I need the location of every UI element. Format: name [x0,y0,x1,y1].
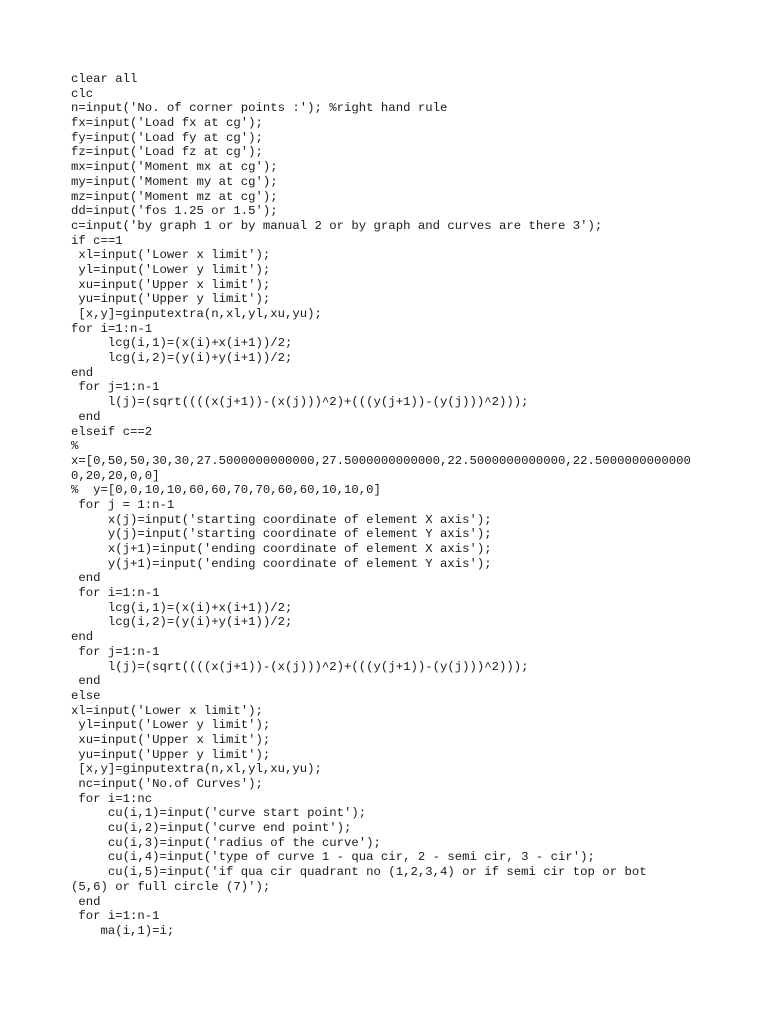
code-line: end [71,630,94,645]
code-line: nc=input('No.of Curves'); [71,777,263,791]
code-line: fx=input('Load fx at cg'); [71,116,263,131]
code-line: x(j)=input('starting coordinate of element X axis'); [71,512,492,527]
code-line: clc [71,86,94,101]
code-line: cu(i,4)=input('type of curve 1 - qua cir, 2 - semi cir, 3 - cir'); [71,850,595,865]
code-line: c=input('by graph 1 or by manual 2 or by graph and curves are there 3'); [71,218,603,233]
code-line: y(j+1)=input('ending coordinate of element Y axis'); [71,556,492,571]
code-listing [71,72,761,939]
code-line: lcg(i,1)=(x(i)+x(i+1))/2; [71,336,293,351]
code-line: dd=input('fos 1.25 or 1.5'); [71,204,278,219]
code-line: for i=1:n-1 [71,909,160,924]
code-line: cu(i,1)=input('curve start point'); [71,806,367,821]
code-line: cu(i,5)=input('if qua cir quadrant no (1,2,3,4) or if semi cir top or bot [71,865,647,880]
code-line: % y=[0,0,10,10,60,60,70,70,60,60,10,10,0] [71,483,381,498]
code-line: else [71,688,101,703]
code-line: end [71,365,94,380]
code-line: % [71,439,79,454]
code-line: cu(i,3)=input('radius of the curve'); [71,835,381,850]
code-line: for j = 1:n-1 [71,497,175,512]
code-line: x(j+1)=input('ending coordinate of element X axis'); [71,542,492,556]
code-line: yl=input('Lower y limit'); [71,718,271,733]
code-line: l(j)=(sqrt((((x(j+1))-(x(j)))^2)+(((y(j+1))-(y(j)))^2))); [71,395,529,410]
code-line: [x,y]=ginputextra(n,xl,yl,xu,yu); [71,307,322,321]
code-line: y(j)=input('starting coordinate of element Y axis'); [71,527,492,542]
code-line: fz=input('Load fz at cg'); [71,145,263,160]
code-line: (5,6) or full circle (7)'); [71,879,271,894]
code-line: if c==1 [71,233,123,248]
code-line: [x,y]=ginputextra(n,xl,yl,xu,yu); [71,762,322,777]
code-line: for j=1:n-1 [71,380,160,395]
code-line: end [71,409,101,424]
code-line: for i=1:nc [71,791,153,806]
code-line: xl=input('Lower x limit'); [71,703,263,718]
code-line: lcg(i,2)=(y(i)+y(i+1))/2; [71,615,293,630]
code-line: end [71,571,101,586]
code-line: my=input('Moment my at cg'); [71,174,278,189]
code-line: end [71,894,101,909]
code-line: fy=input('Load fy at cg'); [71,130,263,145]
code-line: yu=input('Upper y limit'); [71,747,271,762]
code-line: end [71,674,101,689]
code-line: mz=input('Moment mz at cg'); [71,189,278,204]
code-line: elseif c==2 [71,424,153,439]
code-line: ma(i,1)=i; [71,923,175,938]
code-line: cu(i,2)=input('curve end point'); [71,821,352,836]
code-line: x=[0,50,50,30,30,27.5000000000000,27.5000000000000,22.5000000000000,22.5000000000000 [71,453,691,468]
code-line: mx=input('Moment mx at cg'); [71,160,278,175]
code-line: l(j)=(sqrt((((x(j+1))-(x(j)))^2)+(((y(j+1))-(y(j)))^2))); [71,659,529,674]
code-line: lcg(i,2)=(y(i)+y(i+1))/2; [71,351,293,366]
code-line: yu=input('Upper y limit'); [71,292,271,307]
code-line: 0,20,20,0,0] [71,468,160,483]
code-line: xu=input('Upper x limit'); [71,277,271,292]
code-line: xu=input('Upper x limit'); [71,732,271,747]
code-line: for i=1:n-1 [71,321,153,336]
code-line: clear all [71,72,138,86]
code-line: for j=1:n-1 [71,644,160,659]
code-line: lcg(i,1)=(x(i)+x(i+1))/2; [71,600,293,615]
code-line: n=input('No. of corner points :'); %right hand rule [71,101,448,116]
code-line: xl=input('Lower x limit'); [71,248,271,263]
code-line: for i=1:n-1 [71,586,160,601]
code-line: yl=input('Lower y limit'); [71,262,271,277]
